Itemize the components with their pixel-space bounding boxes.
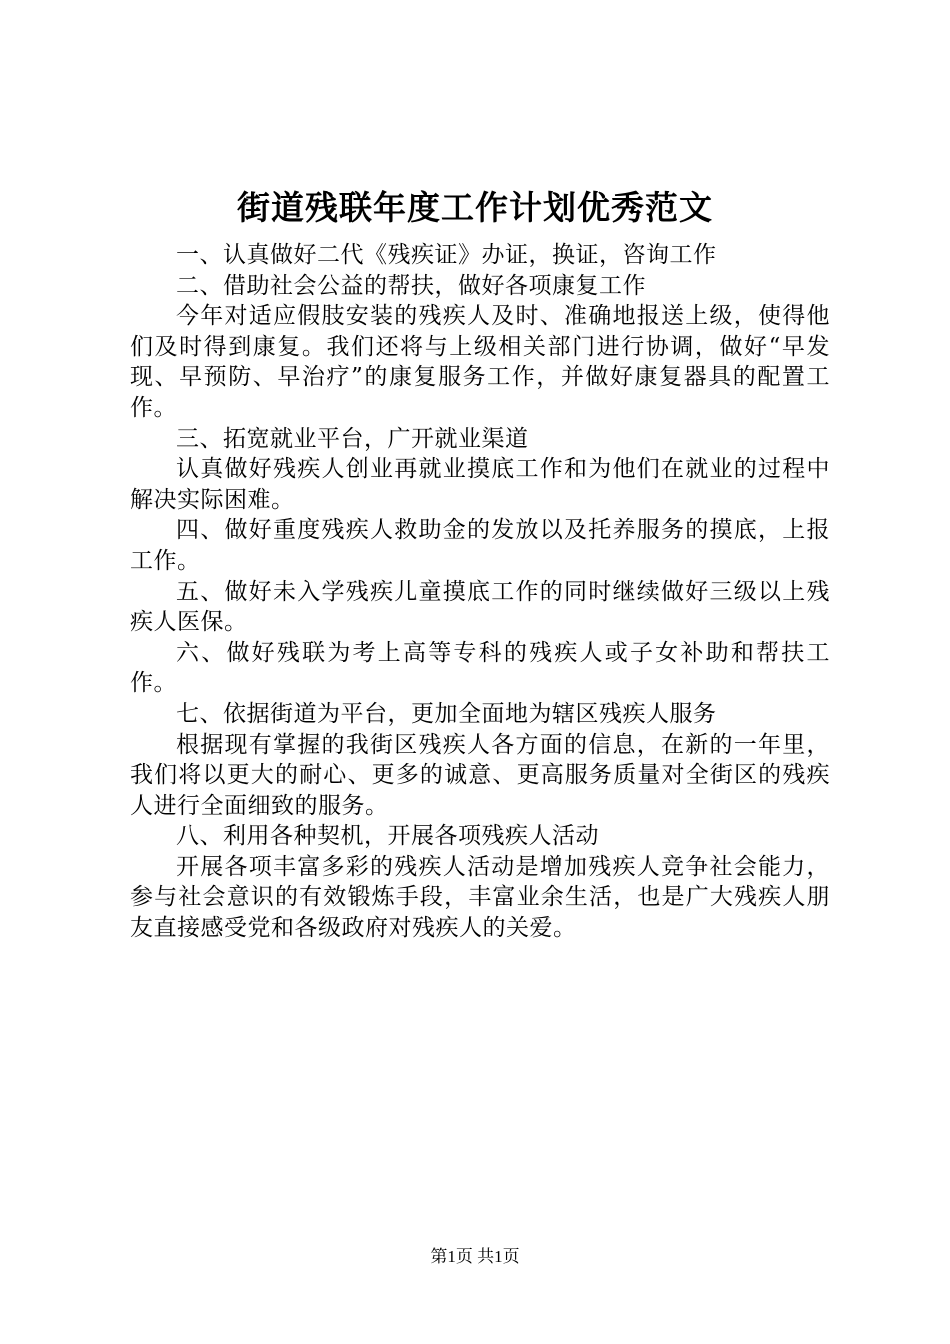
section-heading-5: 五、做好未入学残疾儿童摸底工作的同时继续做好三级以上残疾人医保。 [130,578,830,636]
section-heading-8: 八、利用各种契机，开展各项残疾人活动 [176,823,599,850]
document-title: 街道残联年度工作计划优秀范文 [237,188,713,227]
section-heading-1: 一、认真做好二代《残疾证》办证，换证，咨询工作 [176,242,717,268]
document-body [130,240,830,944]
section-heading-6: 六、做好残联为考上高等专科的残疾人或子女补助和帮扶工作。 [130,639,830,697]
body-paragraph: 开展各项丰富多彩的残疾人活动是增加残疾人竞争社会能力，参与社会意识的有效锻炼手段，丰富业余生活，也是广大残疾人朋友直接感受党和各级政府对残疾人的关爱。 [130,853,830,942]
body-paragraph: 今年对适应假肢安装的残疾人及时、准确地报送上级，使得他们及时得到康复。我们还将与上级相关部门进行协调，做好“早发现、早预防、早治疗”的康复服务工作，并做好康复器具的配置工作。 [130,303,830,421]
section-heading-4: 四、做好重度残疾人救助金的发放以及托养服务的摸底，上报工作。 [130,517,830,574]
section-heading-3: 三、拓宽就业平台，广开就业渠道 [176,425,529,452]
body-paragraph: 认真做好残疾人创业再就业摸底工作和为他们在就业的过程中解决实际困难。 [130,456,830,513]
page-number-footer: 第1页 共1页 [430,1247,520,1266]
body-paragraph: 根据现有掌握的我街区残疾人各方面的信息，在新的一年里，我们将以更大的耐心、更多的诚意、更高服务质量对全街区的残疾人进行全面细致的服务。 [130,731,830,819]
section-heading-7: 七、依据街道为平台，更加全面地为辖区残疾人服务 [176,700,717,727]
section-heading-2: 二、借助社会公益的帮扶，做好各项康复工作 [176,272,646,299]
